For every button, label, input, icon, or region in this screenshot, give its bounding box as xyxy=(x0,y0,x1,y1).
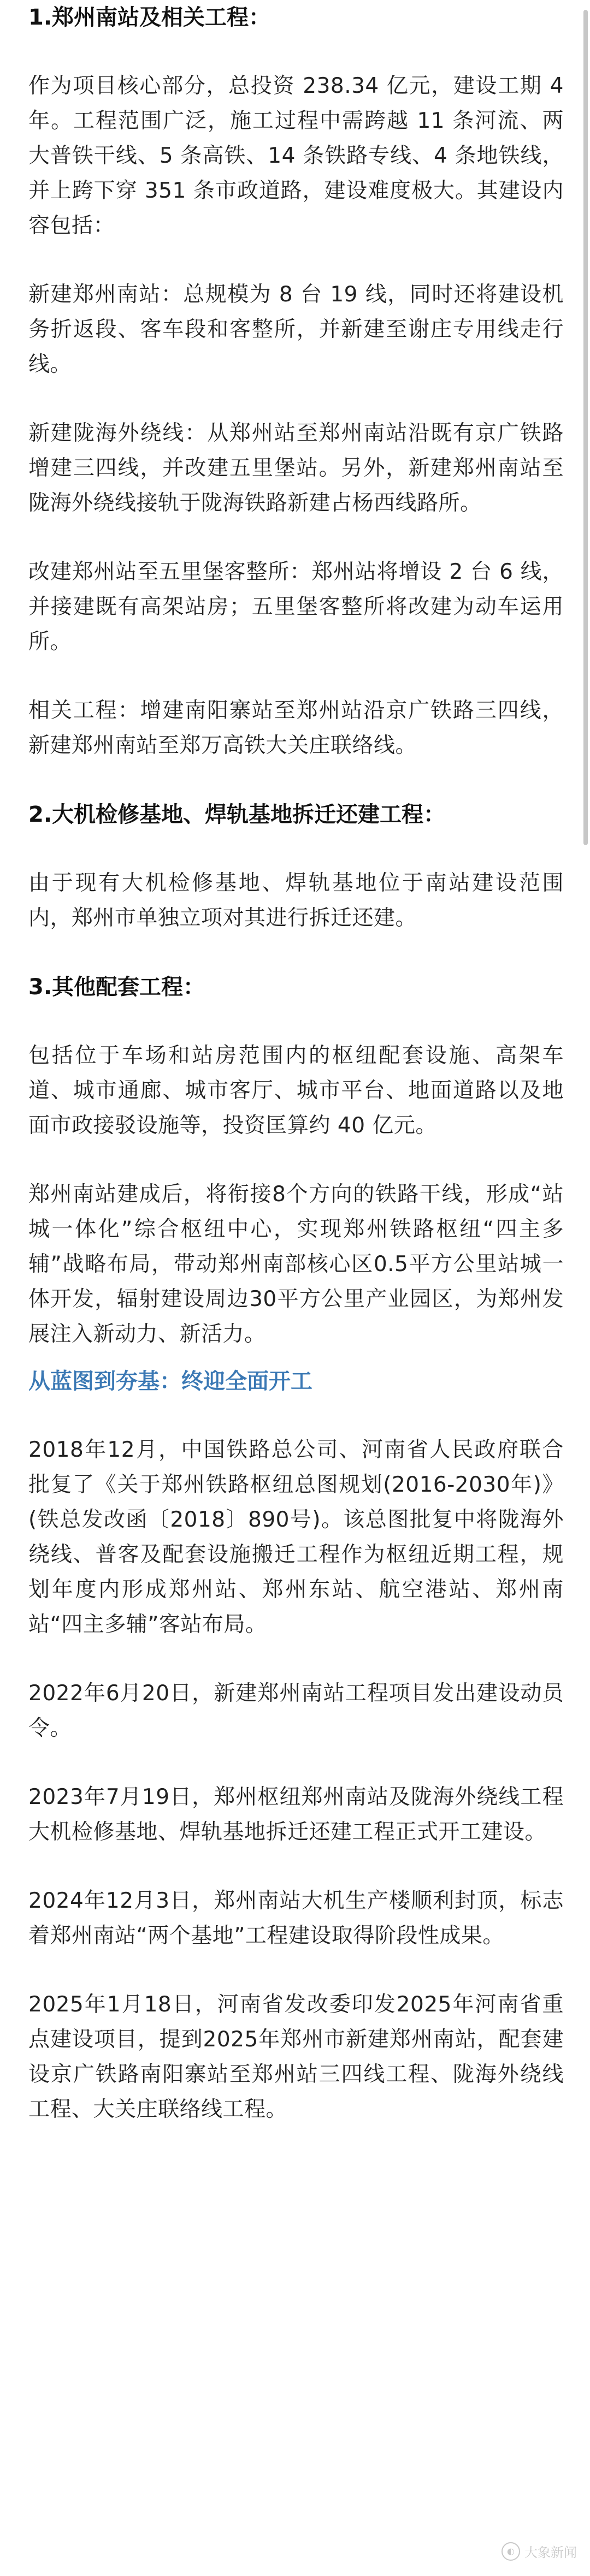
paragraph-zhengzhou-station-rebuild: 改建郑州站至五里堡客整所：郑州站将增设 2 台 6 线，并接建既有高架站房；五里堡客整所将改建为动车运用所。 xyxy=(28,560,564,654)
paragraph-related-works: 相关工程：增建南阳寨站至郑州站沿京广铁路三四线，新建郑州南站至郑万高铁大关庄联络线。 xyxy=(28,698,564,758)
scrollbar[interactable] xyxy=(583,10,588,845)
paragraph-2022: 2022年6月20日，新建郑州南站工程项目发出建设动员令。 xyxy=(28,1681,564,1741)
section-heading-2: 2.大机检修基地、焊轨基地拆迁还建工程： xyxy=(28,802,446,827)
paragraph-base-relocation: 由于现有大机检修基地、焊轨基地位于南站建设范围内，郑州市单独立项对其进行拆迁还建。 xyxy=(28,871,564,930)
paragraph-2023: 2023年7月19日，郑州枢纽郑州南站及陇海外绕线工程大机检修基地、焊轨基地拆迁还建工程正式开工建设。 xyxy=(28,1785,564,1844)
paragraph-2018: 2018年12月，中国铁路总公司、河南省人民政府联合批复了《关于郑州铁路枢纽总图规划(2016-2030年)》(铁总发改函〔2018〕890号)。该总图批复中将陇海外绕线、普客及配套设施搬迁工程作为枢纽近期工程，规划年度内形成郑州站、郑州东站、航空港站、郑州南站“四主多辅”客站布局。 xyxy=(28,1438,564,1637)
section-heading-3: 3.其他配套工程： xyxy=(28,975,205,1000)
paragraph-2024: 2024年12月3日，郑州南站大机生产楼顺利封顶，标志着郑州南站“两个基地”工程建设取得阶段性成果。 xyxy=(28,1889,564,1948)
watermark xyxy=(502,2542,577,2561)
watermark-text: 大象新闻 xyxy=(524,2545,577,2560)
paragraph-overview: 作为项目核心部分，总投资 238.34 亿元，建设工期 4 年。工程范围广泛，施工过程中需跨越 11 条河流、两大普铁干线、5 条高铁、14 条铁路专线、4 条地铁线，并上跨下穿 351 条市政道路，建设难度极大。其建设内容包括： xyxy=(28,74,564,238)
paragraph-2025: 2025年1月18日，河南省发改委印发2025年河南省重点建设项目，提到2025年郑州市新建郑州南站，配套建设京广铁路南阳寨站至郑州站三四线工程、陇海外绕线工程、大关庄联络线工程。 xyxy=(28,1992,564,2122)
elephant-logo-icon: ◐ xyxy=(502,2542,520,2561)
article-body xyxy=(28,0,564,2161)
paragraph-new-south-station: 新建郑州南站：总规模为 8 台 19 线，同时还将建设机务折返段、客车段和客整所，并新建至谢庄专用线走行线。 xyxy=(28,282,564,377)
paragraph-supporting-works: 包括位于车场和站房范围内的枢纽配套设施、高架车道、城市通廊、城市客厅、城市平台、地面道路以及地面市政接驳设施等，投资匡算约 40 亿元。 xyxy=(28,1043,564,1138)
section-heading-1: 1.郑州南站及相关工程： xyxy=(28,5,271,30)
paragraph-hub-impact: 郑州南站建成后，将衔接8个方向的铁路干线，形成“站城一体化”综合枢纽中心，实现郑州铁路枢纽“四主多辅”战略布局，带动郑州南部核心区0.5平方公里站城一体开发，辐射建设周边30平方公里产业园区，为郑州发展注入新动力、新活力。 xyxy=(28,1182,564,1346)
section-title-blueprint: 从蓝图到夯基：终迎全面开工 xyxy=(28,1369,312,1394)
paragraph-longhai-bypass: 新建陇海外绕线：从郑州站至郑州南站沿既有京广铁路增建三四线，并改建五里堡站。另外，新建郑州南站至陇海外绕线接轨于陇海铁路新建占杨西线路所。 xyxy=(28,421,564,515)
